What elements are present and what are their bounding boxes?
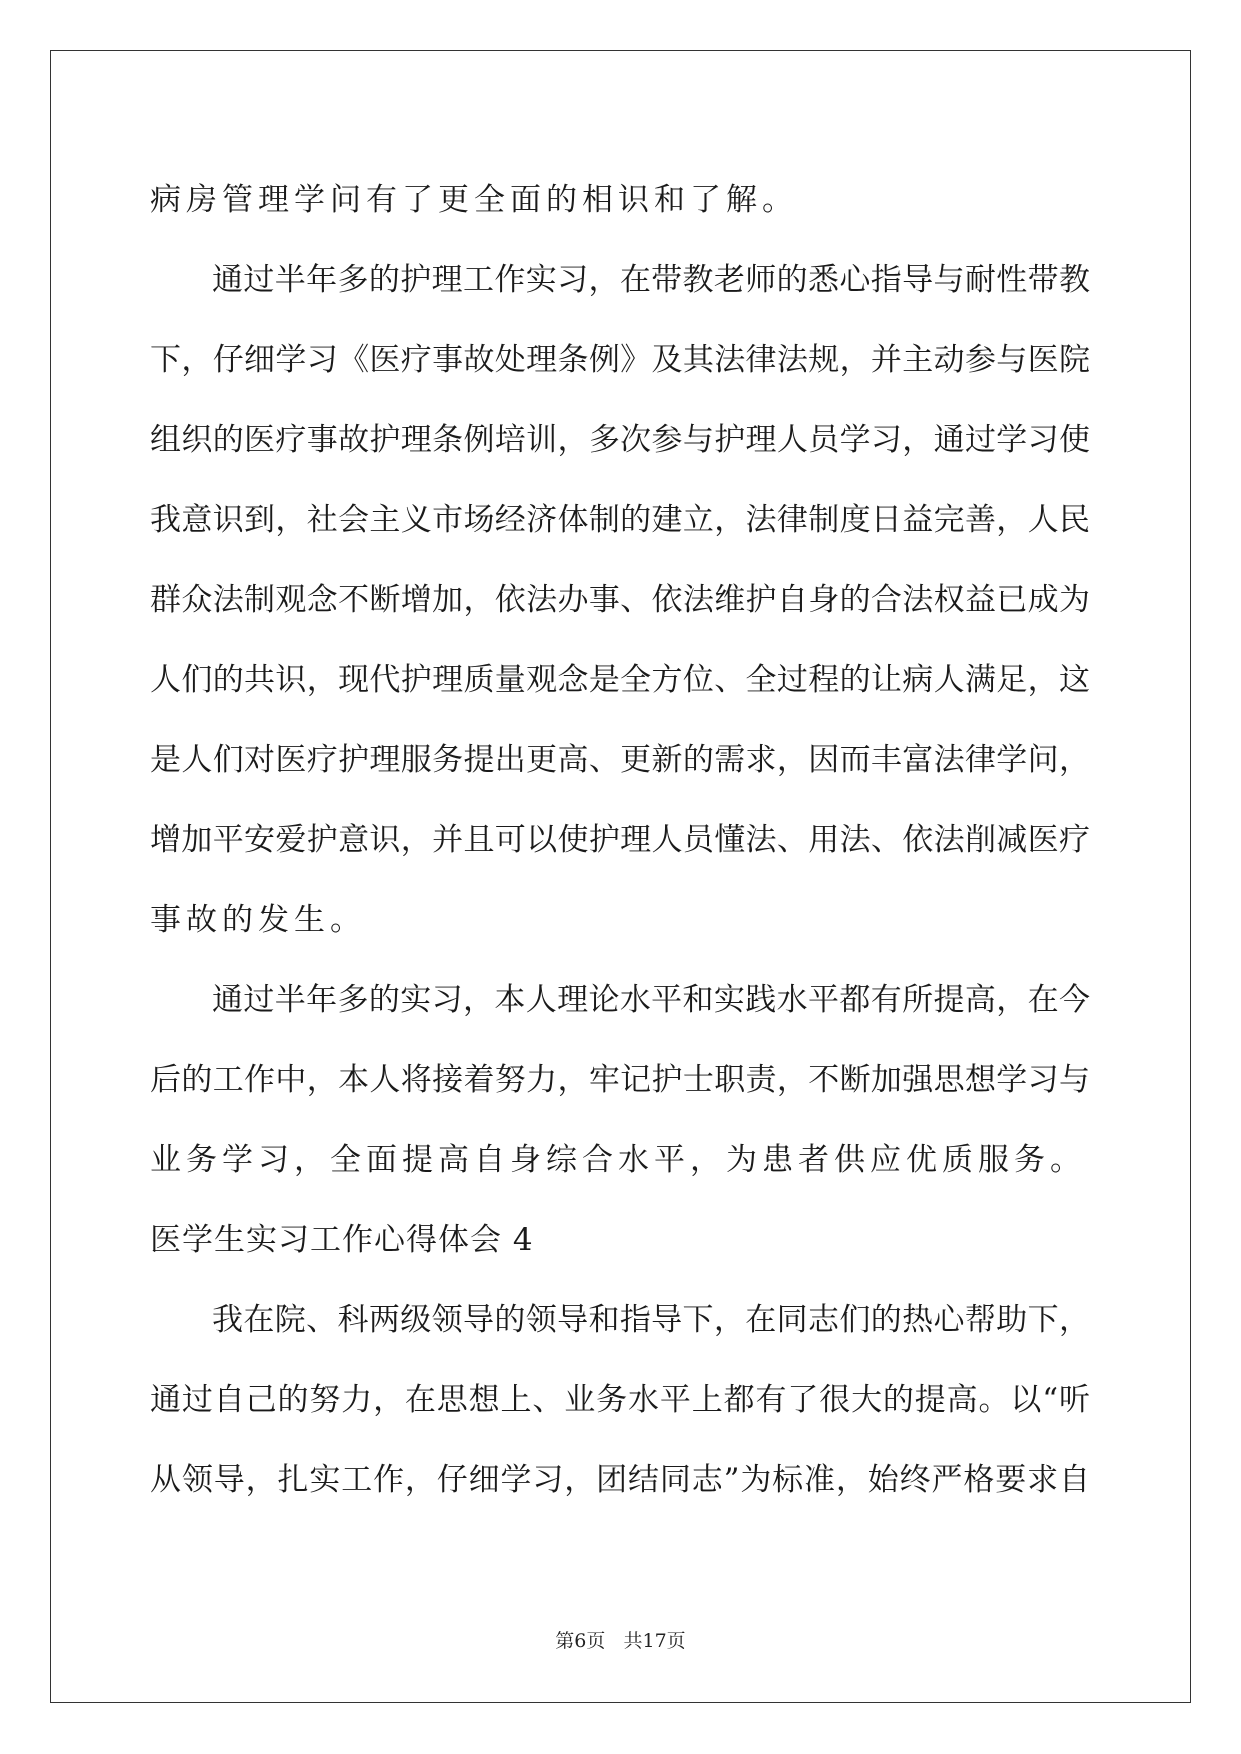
paragraph-start-line: 通过半年多的实习，本人理论水平和实践水平都有所提高，在今: [212, 982, 1090, 1018]
text-line: 群众法制观念不断增加，依法办事、依法维护自身的合法权益已成为: [150, 582, 1090, 618]
text-line: 是人们对医疗护理服务提出更高、更新的需求，因而丰富法律学问，: [150, 742, 1090, 778]
text-line: 通过自己的努力，在思想上、业务水平上都有了很大的提高。以“听: [150, 1382, 1090, 1418]
page-number-label: 第6页 共17页: [555, 1630, 686, 1652]
page-footer: [0, 1626, 1241, 1653]
text-line: 病房管理学问有了更全面的相识和了解。: [150, 182, 798, 218]
text-line: 人们的共识，现代护理质量观念是全方位、全过程的让病人满足，这: [150, 662, 1090, 698]
paragraph-start-line: 我在院、科两级领导的领导和指导下，在同志们的热心帮助下，: [212, 1302, 1090, 1338]
text-line: 事故的发生。: [150, 902, 366, 938]
section-heading: 医学生实习工作心得体会 4: [150, 1222, 534, 1258]
text-line: 我意识到，社会主义市场经济体制的建立，法律制度日益完善，人民: [150, 502, 1090, 538]
text-line: 业务学习，全面提高自身综合水平，为患者供应优质服务。: [150, 1142, 1086, 1178]
text-line: 从领导，扎实工作，仔细学习，团结同志”为标准，始终严格要求自: [150, 1462, 1090, 1498]
paragraph-start-line: 通过半年多的护理工作实习，在带教老师的悉心指导与耐性带教: [212, 262, 1090, 298]
text-line: 增加平安爱护意识，并且可以使护理人员懂法、用法、依法削减医疗: [150, 822, 1090, 858]
text-line: 组织的医疗事故护理条例培训，多次参与护理人员学习，通过学习使: [150, 422, 1090, 458]
document-body: [150, 160, 1090, 1520]
text-line: 下，仔细学习《医疗事故处理条例》及其法律法规，并主动参与医院: [150, 342, 1090, 378]
text-line: 后的工作中，本人将接着努力，牢记护士职责，不断加强思想学习与: [150, 1062, 1090, 1098]
